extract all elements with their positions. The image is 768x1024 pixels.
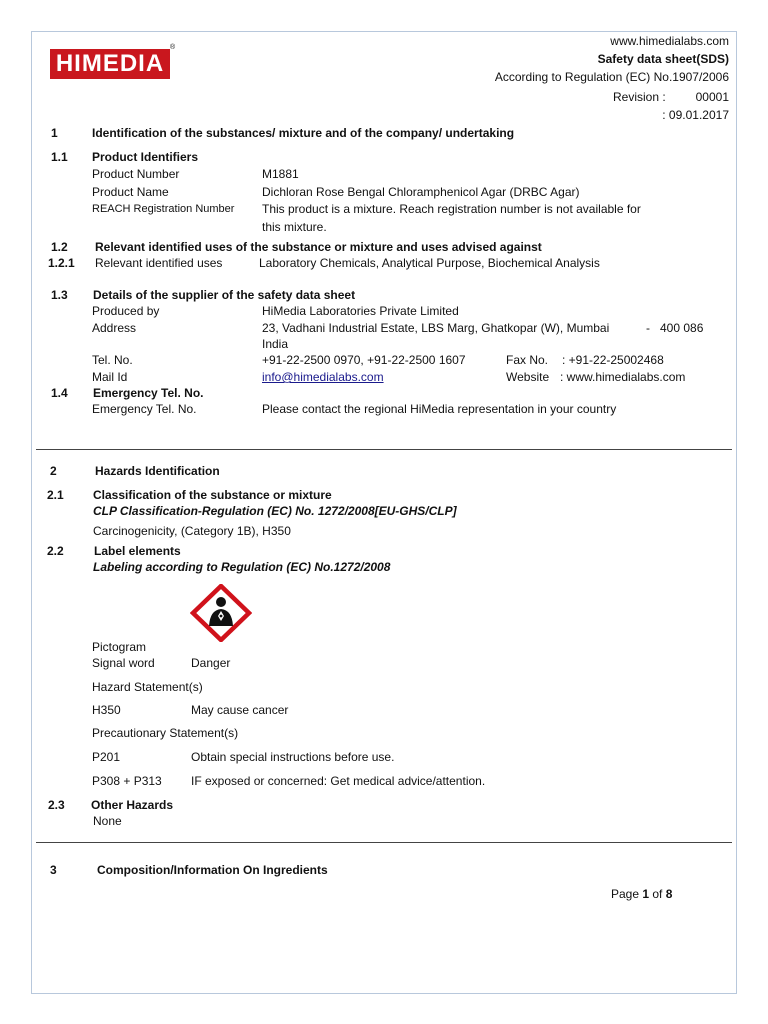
clp-classification: CLP Classification-Regulation (EC) No. 1272/2008[EU-GHS/CLP] (93, 504, 457, 518)
address-dash: - (646, 321, 650, 335)
precaution-2-text: IF exposed or concerned: Get medical advice/attention. (191, 774, 486, 788)
section-1-3-title: Details of the supplier of the safety data sheet (93, 288, 356, 302)
reach-value-line1: This product is a mixture. Reach registration number is not available for (262, 202, 641, 216)
identified-uses-label: Relevant identified uses (95, 256, 223, 270)
tel-label: Tel. No. (92, 353, 133, 367)
product-number-label: Product Number (92, 167, 180, 181)
produced-by-label: Produced by (92, 304, 160, 318)
section-2-title: Hazards Identification (95, 464, 220, 478)
hazard-class: Carcinogenicity, (Category 1B), H350 (93, 524, 291, 538)
section-2-1-number: 2.1 (47, 488, 64, 502)
registered-mark: ® (170, 44, 176, 51)
pictogram-label: Pictogram (92, 640, 147, 654)
address-pin: 400 086 (660, 321, 704, 335)
section-3-number: 3 (50, 863, 57, 877)
section-1-4-title: Emergency Tel. No. (93, 386, 204, 400)
page-prefix: Page (611, 887, 643, 901)
reach-label: REACH Registration Number (92, 203, 235, 215)
mail-link[interactable]: info@himedialabs.com (262, 370, 384, 384)
section-divider (36, 842, 732, 843)
section-divider (36, 449, 732, 450)
section-1-2-1-number: 1.2.1 (48, 256, 75, 270)
labeling-regulation: Labeling according to Regulation (EC) No.1272/2008 (93, 560, 391, 574)
product-name-label: Product Name (92, 185, 169, 199)
section-2-2-title: Label elements (94, 544, 181, 558)
fax-label: Fax No. (506, 353, 549, 367)
revision-label: Revision : (613, 90, 666, 104)
section-1-4-number: 1.4 (51, 386, 68, 400)
section-1-3-number: 1.3 (51, 288, 68, 302)
section-2-3-title: Other Hazards (91, 798, 174, 812)
document-title: Safety data sheet(SDS) (597, 52, 729, 66)
product-number-value: M1881 (262, 167, 299, 181)
section-1-1-number: 1.1 (51, 150, 68, 164)
section-1-1-title: Product Identifiers (92, 150, 199, 164)
section-2-3-number: 2.3 (48, 798, 65, 812)
hazard-text: May cause cancer (191, 703, 289, 717)
section-1-number: 1 (51, 126, 58, 140)
section-2-2-number: 2.2 (47, 544, 64, 558)
section-2-number: 2 (50, 464, 57, 478)
revision-value: 00001 (695, 90, 729, 104)
precaution-2-code: P308 + P313 (92, 774, 162, 788)
identified-uses-value: Laboratory Chemicals, Analytical Purpose, Biochemical Analysis (259, 256, 600, 270)
regulation-line: According to Regulation (EC) No.1907/2006 (494, 70, 729, 84)
precaution-1-code: P201 (92, 750, 121, 764)
precaution-1-text: Obtain special instructions before use. (191, 750, 395, 764)
address-line1: 23, Vadhani Industrial Estate, LBS Marg, Ghatkopar (W), Mumbai (262, 321, 610, 335)
signal-word-value: Danger (191, 656, 231, 670)
hazard-statements-heading: Hazard Statement(s) (92, 680, 203, 694)
page-total: 8 (665, 887, 673, 901)
precautionary-heading: Precautionary Statement(s) (92, 726, 239, 740)
other-hazards-value: None (93, 814, 122, 828)
emergency-value: Please contact the regional HiMedia representation in your country (262, 402, 617, 416)
health-hazard-icon (190, 584, 252, 642)
page-indicator (611, 887, 672, 902)
address-line2: India (262, 337, 289, 351)
mail-label: Mail Id (92, 370, 128, 384)
produced-by-value: HiMedia Laboratories Private Limited (262, 304, 459, 318)
fax-value: : +91-22-25002468 (562, 353, 664, 367)
emergency-label: Emergency Tel. No. (92, 402, 197, 416)
himedia-logo: HIMEDIA (50, 49, 170, 79)
page-number: 1 (642, 887, 650, 901)
tel-value: +91-22-2500 0970, +91-22-2500 1607 (262, 353, 466, 367)
revision-date: : 09.01.2017 (662, 108, 729, 122)
address-label: Address (92, 321, 137, 335)
section-1-title: Identification of the substances/ mixture and of the company/ undertaking (92, 126, 515, 140)
reach-value-line2: this mixture. (262, 220, 327, 234)
signal-word-label: Signal word (92, 656, 155, 670)
product-name-value: Dichloran Rose Bengal Chloramphenicol Agar (DRBC Agar) (262, 185, 580, 199)
section-2-1-title: Classification of the substance or mixture (93, 488, 332, 502)
section-1-2-title: Relevant identified uses of the substance or mixture and uses advised against (95, 240, 542, 254)
hazard-code: H350 (92, 703, 121, 717)
website-value[interactable]: : www.himedialabs.com (560, 370, 686, 384)
section-3-title: Composition/Information On Ingredients (97, 863, 328, 877)
page-of: of (649, 887, 666, 901)
header-website[interactable]: www.himedialabs.com (610, 34, 729, 48)
website-label: Website (506, 370, 550, 384)
section-1-2-number: 1.2 (51, 240, 68, 254)
